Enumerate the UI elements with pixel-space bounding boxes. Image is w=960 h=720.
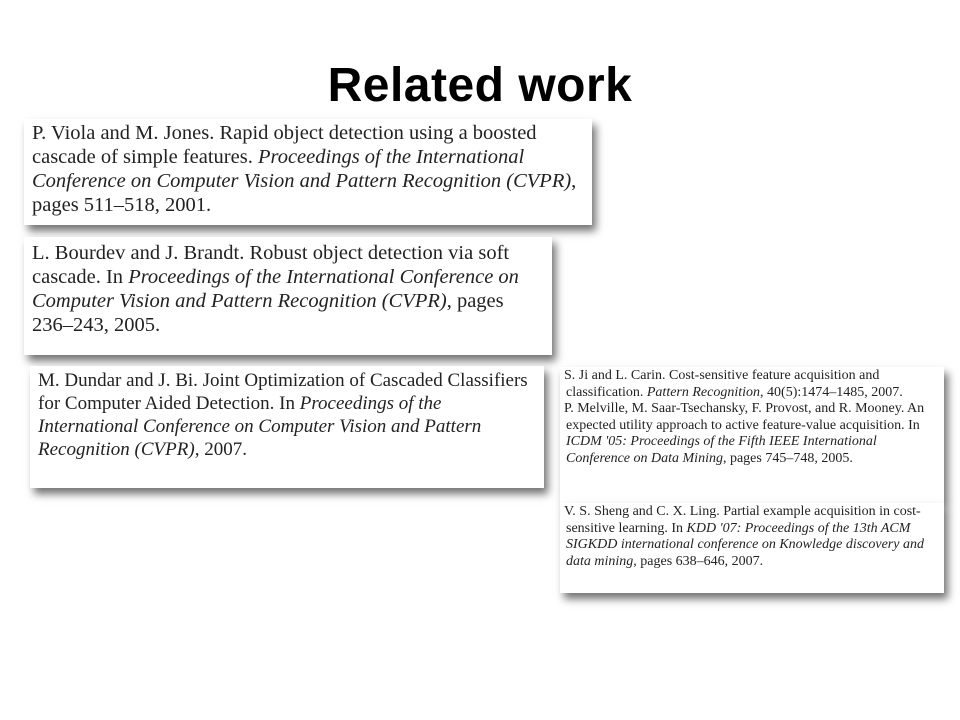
reference-pages: , 2007. <box>194 439 247 460</box>
reference-card-ji-melville <box>560 367 944 503</box>
reference-venue: Proceedings of the International Conference on Computer Vision and Pattern Recognition (CVPR) <box>32 266 519 312</box>
reference-card-dundar-bi <box>30 366 544 488</box>
reference-pages: , pages 511–518, 2001. <box>32 170 577 216</box>
reference-authors-title: P. Viola and M. Jones. Rapid object detection using a boosted cascade of simple features. <box>32 122 537 168</box>
reference-venue: Proceedings of the International Conference on Computer Vision and Pattern Recognition (CVPR) <box>38 393 482 460</box>
reference-venue: KDD '07: Proceedings of the 13th ACM SIGKDD international conference on Knowledge discovery and data mining <box>566 520 924 569</box>
reference-pages: , pages 236–243, 2005. <box>32 290 504 336</box>
reference-text <box>38 369 536 461</box>
reference-text <box>566 504 938 570</box>
reference-authors-title: L. Bourdev and J. Brandt. Robust object detection via soft cascade. In <box>32 242 510 288</box>
reference-card-bourdev-brandt <box>24 237 552 355</box>
reference-card-sheng-ling <box>560 503 944 593</box>
reference-venue: ICDM '05: Proceedings of the Fifth IEEE International Conference on Data Mining <box>566 434 877 466</box>
reference-pages: , pages 638–646, 2007. <box>633 553 764 569</box>
reference-authors-title: V. S. Sheng and C. X. Ling. Partial example acquisition in cost-sensitive learning. In <box>564 504 921 536</box>
reference-pages: , pages 745–748, 2005. <box>722 450 853 466</box>
slide-title: Related work <box>327 59 633 112</box>
reference-venue: Proceedings of the International Conference on Computer Vision and Pattern Recognition (CVPR) <box>32 146 572 192</box>
reference-authors-title: M. Dundar and J. Bi. Joint Optimization of Cascaded Classifiers for Computer Aided Detection. In <box>38 370 528 414</box>
reference-pages: , 40(5):1474–1485, 2007. <box>760 384 903 400</box>
reference-authors-title: S. Ji and L. Carin. Cost-sensitive feature acquisition and classification. <box>564 368 880 400</box>
reference-text <box>32 241 544 337</box>
reference-venue: Pattern Recognition <box>646 384 761 400</box>
reference-text <box>32 121 584 217</box>
reference-authors-title: P. Melville, M. Saar-Tsechansky, F. Provost, and R. Mooney. An expected utility approach to active feature-value acquisition. In <box>564 401 925 433</box>
reference-text <box>566 368 938 401</box>
reference-text <box>566 401 938 467</box>
reference-card-viola-jones <box>24 119 592 225</box>
